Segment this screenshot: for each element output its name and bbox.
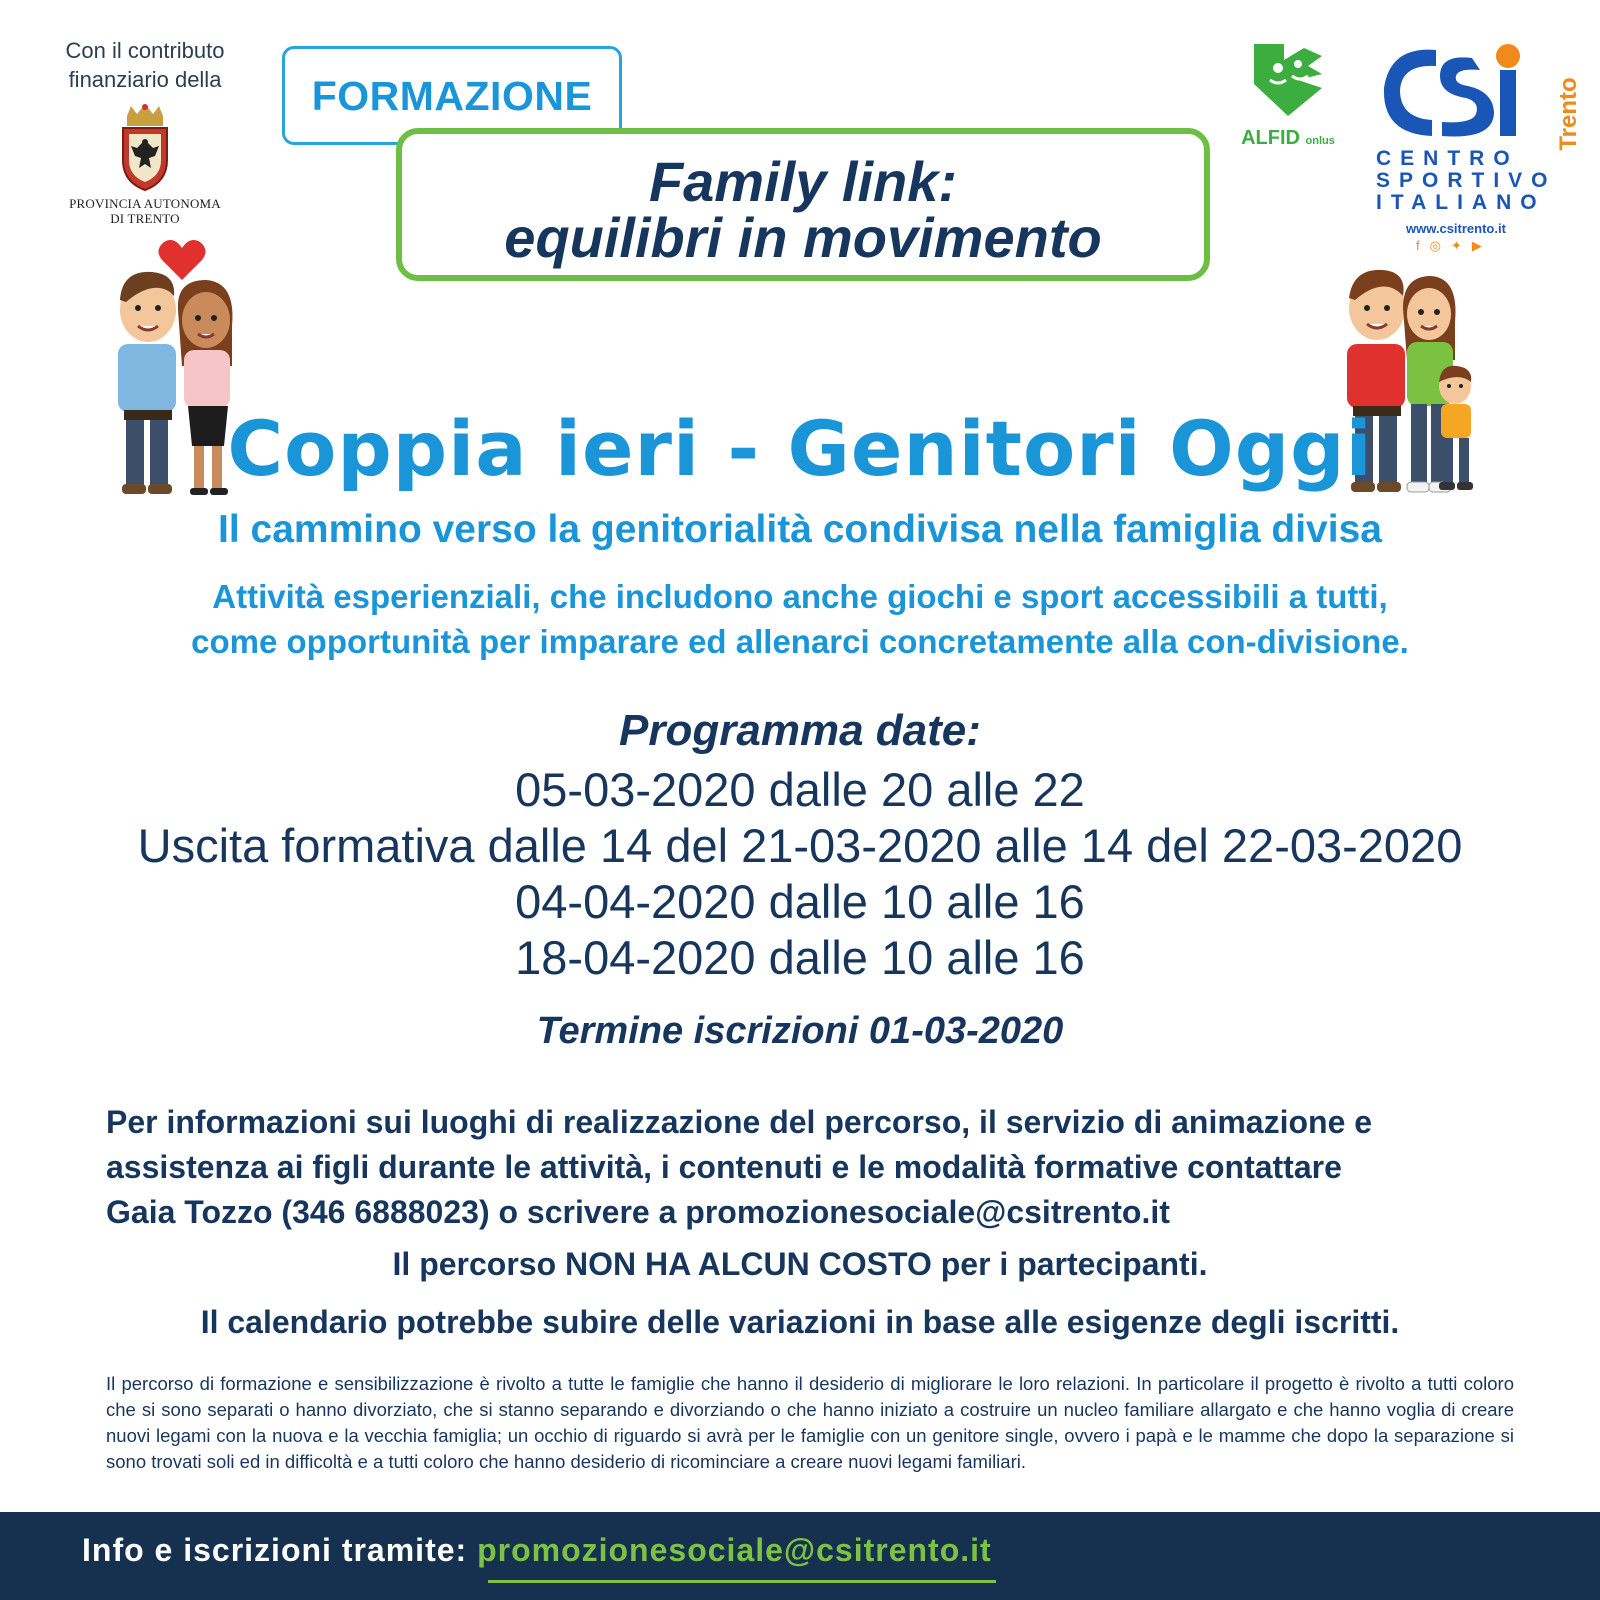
csi-city: Trento	[1555, 77, 1582, 151]
footer-underline	[488, 1580, 996, 1583]
facebook-icon: f	[1416, 238, 1430, 253]
program-date-4: 18-04-2020 dalle 10 alle 16	[515, 931, 1085, 984]
province-name-line2: DI TRENTO	[110, 211, 180, 226]
fine-print: Il percorso di formazione e sensibilizzazione è rivolto a tutte le famiglie che hanno il desiderio di migliorare le loro relazioni. In particolare il progetto è rivolto a tutti coloro che si sono separati o hanno divorziato, che si stanno separando e divorziando o che hanno iniziato a costruire un nucleo familiare allargato e che hanno voglia di creare nuovi legami con la nuova e la vecchia famiglia; un occhio di riguardo si avrà per le famiglie con un genitore single, ovvero i papà e le mamme che dopo la separazione si sono trovati soli ed in difficoltà e a tutti coloro che hanno desiderio di ricominciare a creare nuovi legami familiari.	[106, 1373, 1514, 1472]
registration-deadline: Termine iscrizioni 01-03-2020	[536, 1010, 1064, 1052]
formazione-label: FORMAZIONE	[311, 73, 593, 119]
csi-logo	[1376, 40, 1582, 253]
sponsor-block	[30, 36, 260, 226]
footer-label: Info e iscrizioni tramite:	[82, 1532, 468, 1568]
twitter-icon: ✦	[1450, 238, 1472, 253]
title-box	[396, 128, 1210, 281]
calendar-notice: Il calendario potrebbe subire delle variazioni in base alle esigenze degli iscritti.	[200, 1304, 1400, 1340]
activity-description	[60, 574, 1540, 664]
csi-url: www.csitrento.it	[1406, 221, 1506, 236]
contact-info-line3: Gaia Tozzo (346 6888023) o scrivere a promozionesociale@csitrento.it	[106, 1194, 1170, 1230]
csi-letters	[1376, 147, 1557, 214]
program-date-1: 05-03-2020 dalle 20 alle 22	[515, 763, 1085, 816]
contact-info-line1: Per informazioni sui luoghi di realizzazione del percorso, il servizio di animazione e	[106, 1104, 1373, 1140]
contact-info-line2: assistenza ai figli durante le attività, i contenuti e le modalità formative contattare	[106, 1149, 1342, 1185]
social-icons	[1416, 238, 1492, 254]
program-dates	[30, 762, 1570, 986]
headline: Coppia ieri - Genitori Oggi	[227, 404, 1373, 493]
title-line1: Family link:	[648, 150, 958, 213]
alfid-name-text: ALFID	[1241, 127, 1300, 149]
alfid-logo	[1238, 40, 1338, 150]
province-name-line1: PROVINCIA AUTONOMA	[69, 196, 221, 211]
activity-line1: Attività esperienziali, che includono anche giochi e sport accessibili a tutti,	[212, 578, 1388, 615]
subtitle: Il cammino verso la genitorialità condivisa nella famiglia divisa	[218, 508, 1382, 551]
title-line2: equilibri in movimento	[504, 206, 1102, 269]
program-date-3: 04-04-2020 dalle 10 alle 16	[515, 875, 1085, 928]
activity-line2: come opportunità per imparare ed allenarci concretamente alla con-divisione.	[191, 623, 1409, 660]
footer-bar	[0, 1512, 1600, 1600]
csi-letters-line2: SPORTIVO	[1376, 169, 1557, 192]
province-crest-icon	[115, 104, 175, 192]
instagram-icon: ◎	[1429, 238, 1451, 253]
alfid-suffix: onlus	[1305, 135, 1335, 147]
contribution-text-line1: Con il contributo	[65, 38, 225, 63]
alfid-emblem-icon	[1248, 40, 1328, 120]
csi-emblem-icon	[1376, 40, 1526, 145]
footer-email-link[interactable]: promozionesociale@csitrento.it	[477, 1532, 992, 1568]
csi-letters-line3: ITALIANO	[1376, 191, 1546, 214]
program-title: Programma date:	[619, 706, 981, 755]
youtube-icon: ▶	[1471, 238, 1492, 253]
contact-info	[106, 1100, 1526, 1235]
no-cost-notice: Il percorso NON HA ALCUN COSTO per i partecipanti.	[392, 1246, 1208, 1282]
csi-letters-line1: CENTRO	[1376, 147, 1519, 170]
footer-text	[82, 1532, 992, 1569]
contribution-text-line2: finanziario della	[68, 67, 222, 92]
alfid-name	[1238, 127, 1338, 150]
program-date-2: Uscita formativa dalle 14 del 21-03-2020 alle 14 del 22-03-2020	[137, 819, 1463, 872]
